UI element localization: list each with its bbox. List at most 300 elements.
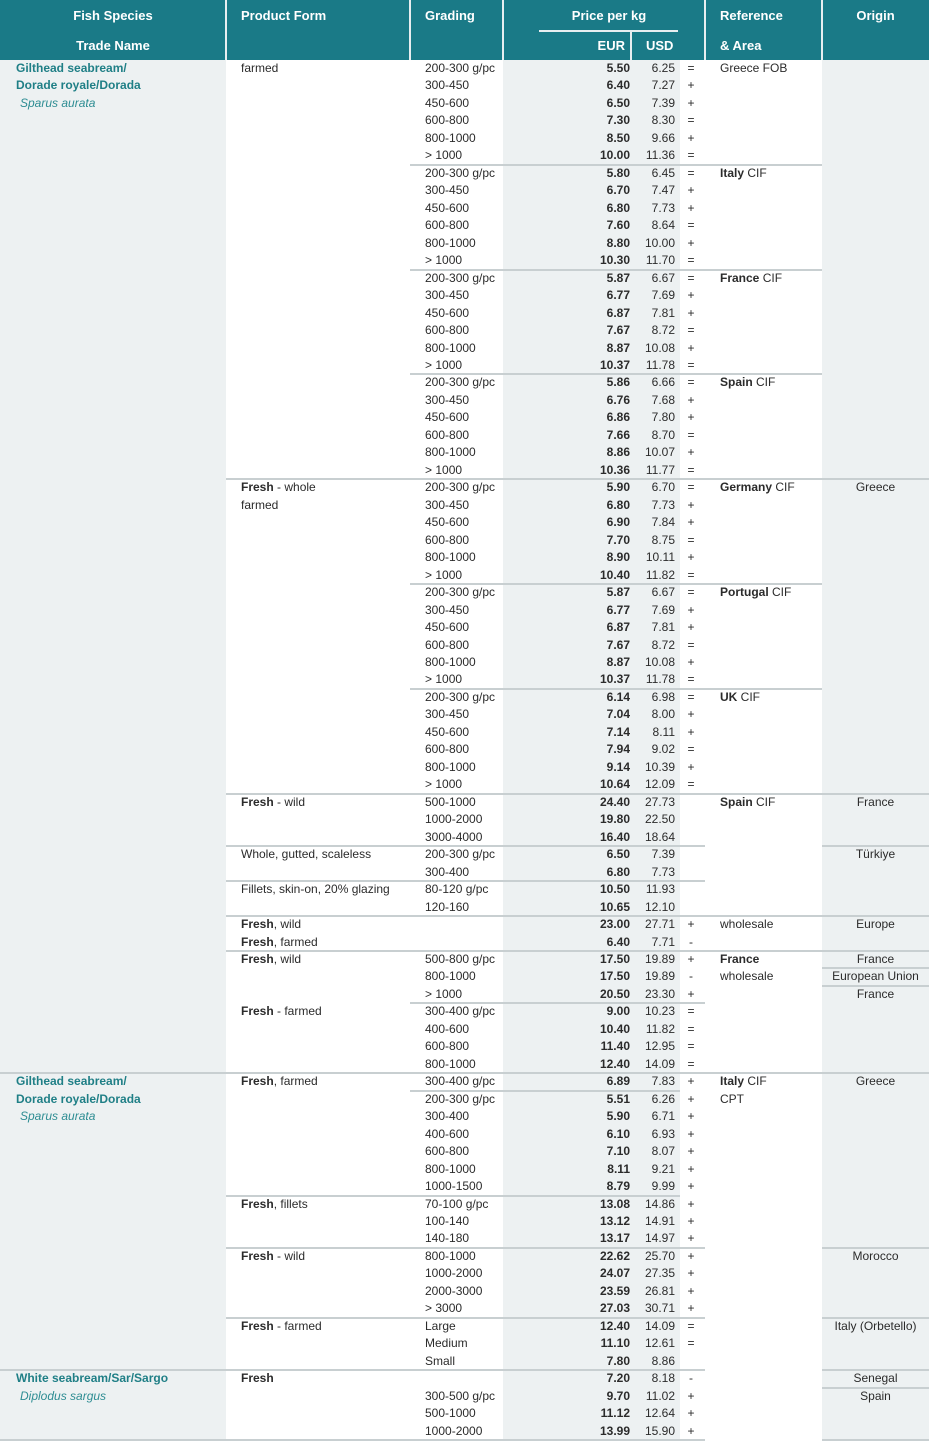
grading-cell: 200-300 g/pc [425, 585, 496, 599]
eur-price: 8.50 [606, 131, 630, 145]
trend-indicator: + [687, 1406, 695, 1420]
header-area: & Area [720, 38, 762, 53]
row-divider [226, 1195, 680, 1197]
reference-area [720, 951, 759, 968]
usd-price: 14.91 [644, 1214, 675, 1228]
trend-indicator: = [687, 428, 695, 442]
eur-price: 8.80 [606, 236, 630, 250]
usd-price: 9.21 [651, 1162, 675, 1176]
usd-price: 8.86 [651, 1354, 675, 1368]
origin-cell: Greece [855, 480, 896, 494]
usd-price: 10.23 [644, 1004, 675, 1018]
header-usd: USD [646, 38, 674, 53]
product-form-detail: , farmed [273, 935, 318, 949]
usd-price: 6.45 [651, 166, 675, 180]
usd-price: 7.84 [651, 515, 675, 529]
grading-cell: 600-800 [425, 113, 470, 127]
eur-price: 12.40 [599, 1319, 630, 1333]
eur-price: 8.79 [606, 1179, 630, 1193]
eur-price: 6.87 [606, 306, 630, 320]
trend-indicator: + [687, 288, 695, 302]
reference-terms: CIF [768, 585, 792, 599]
trend-indicator: + [687, 1162, 695, 1176]
usd-price: 19.89 [644, 969, 675, 983]
usd-price: 7.27 [651, 78, 675, 92]
product-form [241, 1003, 322, 1020]
row-divider [822, 1317, 929, 1319]
usd-price: 10.08 [644, 341, 675, 355]
trend-indicator: + [687, 1197, 695, 1211]
usd-price: 6.93 [651, 1127, 675, 1141]
row-divider [822, 1247, 929, 1249]
eur-price: 6.10 [606, 1127, 630, 1141]
grading-cell: 300-450 [425, 707, 470, 721]
grading-cell: 600-800 [425, 533, 470, 547]
eur-price: 27.03 [599, 1301, 630, 1315]
eur-price: 6.40 [606, 78, 630, 92]
eur-price: 6.40 [606, 935, 630, 949]
reference-area [720, 689, 760, 706]
usd-price: 23.30 [644, 987, 675, 1001]
origin-cell: France [856, 952, 895, 966]
usd-price: 7.69 [651, 288, 675, 302]
usd-price: 6.98 [651, 690, 675, 704]
grading-cell: > 1000 [425, 672, 463, 686]
product-form-bold: Fresh [241, 952, 274, 966]
reference-country: Germany [720, 480, 773, 494]
eur-price: 10.37 [599, 358, 630, 372]
product-form-detail: , fillets [273, 1197, 308, 1211]
usd-price: 10.07 [644, 445, 675, 459]
grading-cell: 800-1000 [425, 760, 476, 774]
eur-price: 11.12 [600, 1406, 630, 1420]
product-form [241, 934, 318, 951]
trend-indicator: + [687, 183, 695, 197]
eur-price: 10.64 [599, 777, 630, 791]
trend-indicator: = [687, 1022, 695, 1036]
eur-price: 10.36 [599, 463, 630, 477]
eur-price: 9.00 [606, 1004, 630, 1018]
row-divider [410, 164, 822, 166]
usd-price: 10.11 [645, 550, 675, 564]
row-divider [226, 950, 929, 952]
grading-cell: 300-400 g/pc [425, 1004, 496, 1018]
trend-indicator: = [687, 358, 695, 372]
grading-cell: > 1000 [425, 987, 463, 1001]
grading-cell: 450-600 [425, 306, 470, 320]
trend-indicator: + [687, 131, 695, 145]
origin-cell: Türkiye [855, 847, 896, 861]
grading-cell: 800-1000 [425, 1249, 476, 1263]
trend-indicator: = [687, 113, 695, 127]
eur-price: 9.14 [606, 760, 630, 774]
usd-price: 7.81 [651, 306, 675, 320]
origin-cell: Morocco [852, 1249, 899, 1263]
eur-price: 11.40 [600, 1039, 630, 1053]
reference-area [720, 916, 773, 933]
row-divider [822, 967, 929, 969]
eur-price: 7.20 [606, 1371, 630, 1385]
trend-indicator: + [687, 393, 695, 407]
row-divider [0, 1072, 929, 1074]
grading-cell: 600-800 [425, 428, 470, 442]
trend-indicator: + [687, 78, 695, 92]
usd-price: 8.11 [652, 725, 675, 739]
eur-price: 8.90 [606, 550, 630, 564]
row-divider [226, 793, 929, 795]
eur-price: 6.90 [606, 515, 630, 529]
trend-indicator: = [687, 568, 695, 582]
origin-column-bg [822, 60, 929, 1440]
grading-cell: 300-400 [425, 865, 470, 879]
eur-price: 7.67 [606, 323, 630, 337]
usd-price: 8.00 [651, 707, 675, 721]
trend-indicator: = [687, 61, 695, 75]
header-reference: Reference [720, 8, 783, 23]
grading-cell: 600-800 [425, 323, 470, 337]
product-form [241, 1073, 318, 1090]
usd-price: 7.81 [651, 620, 675, 634]
row-divider [226, 915, 929, 917]
trend-indicator: = [687, 148, 695, 162]
grading-cell: 3000-4000 [425, 830, 483, 844]
eur-price: 7.70 [606, 533, 630, 547]
trend-indicator: = [687, 480, 695, 494]
reference-area [720, 60, 787, 77]
trend-indicator: + [687, 1424, 695, 1438]
reference-country: Portugal [720, 585, 769, 599]
usd-price: 7.73 [651, 865, 675, 879]
header-price-underline [539, 30, 678, 32]
header-trade-name: Trade Name [76, 38, 150, 53]
eur-price: 5.87 [606, 585, 630, 599]
reference-country: France [720, 271, 760, 285]
trend-indicator: + [687, 410, 695, 424]
grading-cell: 450-600 [425, 201, 470, 215]
eur-price: 24.40 [599, 795, 630, 809]
grading-cell: 400-600 [425, 1022, 470, 1036]
trend-indicator: + [687, 515, 695, 529]
usd-price: 8.30 [651, 113, 675, 127]
table-header [0, 0, 929, 60]
grading-cell: 300-450 [425, 288, 470, 302]
usd-price: 12.95 [644, 1039, 675, 1053]
eur-price: 6.89 [606, 1074, 630, 1088]
eur-price: 6.80 [606, 498, 630, 512]
usd-price: 6.67 [651, 585, 675, 599]
trend-indicator: - [689, 1371, 693, 1385]
eur-price: 9.70 [606, 1389, 630, 1403]
usd-price: 27.71 [644, 917, 675, 931]
product-form [241, 60, 278, 77]
reference-area [720, 374, 775, 391]
usd-price: 22.50 [644, 812, 675, 826]
trend-indicator: = [687, 1039, 695, 1053]
grading-cell: 500-1000 [425, 795, 476, 809]
product-form-detail: Whole, gutted, scaleless [241, 847, 372, 861]
row-divider [410, 688, 822, 690]
grading-cell: 300-450 [425, 78, 470, 92]
product-form-bold: Fresh [241, 917, 274, 931]
grading-cell: 800-1000 [425, 131, 476, 145]
grading-cell: > 1000 [425, 777, 463, 791]
trend-indicator: + [687, 236, 695, 250]
usd-price: 12.10 [644, 900, 675, 914]
usd-price: 8.75 [651, 533, 675, 547]
grading-cell: 200-300 g/pc [425, 61, 496, 75]
usd-price: 9.66 [651, 131, 675, 145]
eur-price: 6.80 [606, 201, 630, 215]
product-form-bold: Fresh [241, 480, 274, 494]
reference-area [720, 584, 791, 601]
grading-cell: 80-120 g/pc [425, 882, 489, 896]
eur-price: 13.17 [599, 1231, 630, 1245]
header-price-per-kg: Price per kg [571, 8, 647, 23]
grading-cell: 600-800 [425, 742, 470, 756]
origin-cell: France [856, 795, 895, 809]
trend-indicator: = [687, 218, 695, 232]
eur-price: 5.90 [606, 1109, 630, 1123]
origin-cell: Italy (Orbetello) [834, 1319, 917, 1333]
grading-cell: 800-1000 [425, 341, 476, 355]
header-divider [630, 31, 632, 60]
trend-indicator: + [687, 917, 695, 931]
product-form-bold: Fresh [241, 1319, 274, 1333]
grading-cell: Large [425, 1319, 456, 1333]
header-origin: Origin [856, 8, 895, 23]
eur-price: 7.14 [606, 725, 630, 739]
grading-cell: 450-600 [425, 96, 470, 110]
eur-price: 6.77 [606, 288, 630, 302]
eur-price: 7.04 [606, 707, 630, 721]
product-form-detail: - farmed [273, 1319, 322, 1333]
product-form [241, 794, 305, 811]
trend-indicator: = [687, 375, 695, 389]
grading-cell: 70-100 g/pc [425, 1197, 489, 1211]
trend-indicator: + [687, 1214, 695, 1228]
grading-cell: 600-800 [425, 638, 470, 652]
trend-indicator: + [687, 603, 695, 617]
trend-indicator: + [687, 96, 695, 110]
eur-price: 6.86 [606, 410, 630, 424]
grading-cell: > 1000 [425, 463, 463, 477]
grading-cell: 600-800 [425, 1144, 470, 1158]
eur-price: 6.70 [606, 183, 630, 197]
eur-price: 22.62 [599, 1249, 630, 1263]
eur-price: 8.86 [606, 445, 630, 459]
eur-price: 10.00 [599, 148, 630, 162]
trend-indicator: + [687, 1127, 695, 1141]
product-form [241, 1248, 305, 1265]
usd-price: 10.39 [644, 760, 675, 774]
usd-price: 7.69 [651, 603, 675, 617]
eur-price: 23.00 [599, 917, 630, 931]
grading-cell: 450-600 [425, 725, 470, 739]
product-form-detail: - whole [273, 480, 316, 494]
grading-cell: 300-500 g/pc [425, 1389, 496, 1403]
grading-cell: 400-600 [425, 1127, 470, 1141]
grading-cell: 300-450 [425, 603, 470, 617]
reference-terms: CIF [759, 271, 783, 285]
eur-price: 10.37 [599, 672, 630, 686]
reference-terms: CIF [752, 795, 776, 809]
scientific-name: Diplodus sargus [20, 1389, 107, 1403]
row-divider [226, 1247, 705, 1249]
grading-cell: 200-300 g/pc [425, 690, 496, 704]
eur-price: 7.67 [606, 638, 630, 652]
product-form-detail: , wild [273, 917, 302, 931]
trend-indicator: + [687, 1301, 695, 1315]
grading-cell: 800-1000 [425, 1057, 476, 1071]
trend-indicator: = [687, 253, 695, 267]
grading-cell: 200-300 g/pc [425, 375, 496, 389]
reference-terms: CIF [752, 375, 776, 389]
grading-cell: 200-300 g/pc [425, 166, 496, 180]
reference-country: Spain [720, 795, 753, 809]
grading-cell: 1000-2000 [425, 1424, 483, 1438]
row-divider [822, 1387, 929, 1389]
usd-price: 27.35 [644, 1266, 675, 1280]
product-form [241, 951, 301, 968]
trend-indicator: = [687, 271, 695, 285]
usd-price: 7.80 [651, 410, 675, 424]
trend-indicator: + [687, 498, 695, 512]
reference-area [720, 794, 775, 811]
grading-cell: 200-300 g/pc [425, 480, 496, 494]
trend-indicator: + [687, 1284, 695, 1298]
product-form-bold: Fresh [241, 1074, 274, 1088]
usd-price: 26.81 [644, 1284, 675, 1298]
eur-price: 10.30 [599, 253, 630, 267]
usd-price: 6.70 [651, 480, 675, 494]
usd-price: 11.77 [645, 463, 675, 477]
trend-indicator: + [687, 1092, 695, 1106]
eur-price: 6.76 [606, 393, 630, 407]
reference-line2: CPT [720, 1092, 744, 1106]
usd-price: 30.71 [644, 1301, 675, 1315]
reference-country: Italy [720, 166, 745, 180]
eur-price: 23.59 [599, 1284, 630, 1298]
usd-price: 8.72 [651, 323, 675, 337]
usd-price: 11.82 [645, 1022, 675, 1036]
usd-price: 14.09 [644, 1319, 675, 1333]
eur-price: 6.80 [606, 865, 630, 879]
usd-price: 18.64 [644, 830, 675, 844]
scientific-name: Sparus aurata [20, 96, 96, 110]
eur-price: 5.86 [606, 375, 630, 389]
row-divider [226, 1317, 705, 1319]
usd-price: 6.25 [651, 61, 675, 75]
header-divider [502, 0, 504, 60]
reference-terms: CIF [744, 1074, 767, 1088]
row-divider [410, 373, 822, 375]
reference-country: Italy [720, 1074, 745, 1088]
eur-price: 16.40 [599, 830, 630, 844]
row-divider [822, 1439, 929, 1441]
usd-price: 15.90 [644, 1424, 675, 1438]
eur-price: 10.65 [599, 900, 630, 914]
grading-cell: > 1000 [425, 568, 463, 582]
trend-indicator: + [687, 1266, 695, 1280]
row-divider [410, 269, 822, 271]
grading-cell: 500-800 g/pc [425, 952, 496, 966]
grading-cell: Small [425, 1354, 456, 1368]
row-divider [410, 1090, 680, 1092]
trend-indicator: + [687, 306, 695, 320]
row-divider [822, 845, 929, 847]
eur-price: 5.90 [606, 480, 630, 494]
trend-indicator: = [687, 638, 695, 652]
eur-price: 10.40 [599, 568, 630, 582]
reference-terms: CIF [772, 480, 795, 494]
reference-area [720, 479, 795, 496]
usd-price: 10.00 [644, 236, 675, 250]
eur-price: 13.08 [599, 1197, 630, 1211]
trend-indicator: + [687, 550, 695, 564]
usd-price: 12.09 [644, 777, 675, 791]
reference-terms: Greece FOB [720, 61, 788, 75]
product-form [241, 881, 390, 898]
trend-indicator: + [687, 952, 695, 966]
eur-price: 8.11 [607, 1162, 630, 1176]
usd-price: 11.78 [645, 358, 675, 372]
header-divider [409, 0, 411, 60]
species-name: Gilthead seabream/ [16, 1074, 127, 1088]
usd-price: 27.73 [644, 795, 675, 809]
trend-indicator: = [687, 533, 695, 547]
eur-price: 6.77 [606, 603, 630, 617]
usd-price: 7.83 [651, 1074, 675, 1088]
usd-price: 9.02 [651, 742, 675, 756]
product-form [241, 1196, 308, 1213]
grading-cell: > 1000 [425, 358, 463, 372]
usd-price: 8.70 [651, 428, 675, 442]
trend-indicator: + [687, 1389, 695, 1403]
trend-indicator: + [687, 1179, 695, 1193]
usd-price: 9.99 [651, 1179, 675, 1193]
eur-price: 19.80 [599, 812, 630, 826]
usd-price: 7.39 [651, 96, 675, 110]
grading-cell: Medium [425, 1336, 468, 1350]
trend-indicator: = [687, 742, 695, 756]
eur-price: 5.80 [606, 166, 630, 180]
row-divider [226, 880, 705, 882]
row-divider [822, 985, 929, 987]
origin-cell: Spain [860, 1389, 891, 1403]
product-form-detail: Fillets, skin-on, 20% glazing [241, 882, 390, 896]
trend-indicator: + [687, 341, 695, 355]
eur-price: 20.50 [599, 987, 630, 1001]
eur-price: 8.87 [606, 655, 630, 669]
species-name: Dorade royale/Dorada [16, 78, 141, 92]
grading-cell: 1000-2000 [425, 1266, 483, 1280]
product-form [241, 479, 316, 496]
trend-indicator: = [687, 777, 695, 791]
trend-indicator: + [687, 1231, 695, 1245]
usd-price: 7.71 [651, 935, 675, 949]
row-divider [0, 1369, 705, 1371]
usd-price: 8.18 [651, 1371, 675, 1385]
species-column-bg [0, 60, 226, 1440]
reference-area [720, 165, 767, 182]
usd-price: 14.86 [644, 1197, 675, 1211]
trend-indicator: = [687, 166, 695, 180]
trend-indicator: + [687, 1144, 695, 1158]
product-form [241, 916, 301, 933]
product-form-bold: Fresh [241, 795, 274, 809]
product-form-detail: - farmed [273, 1004, 322, 1018]
trend-indicator: + [687, 1074, 695, 1088]
